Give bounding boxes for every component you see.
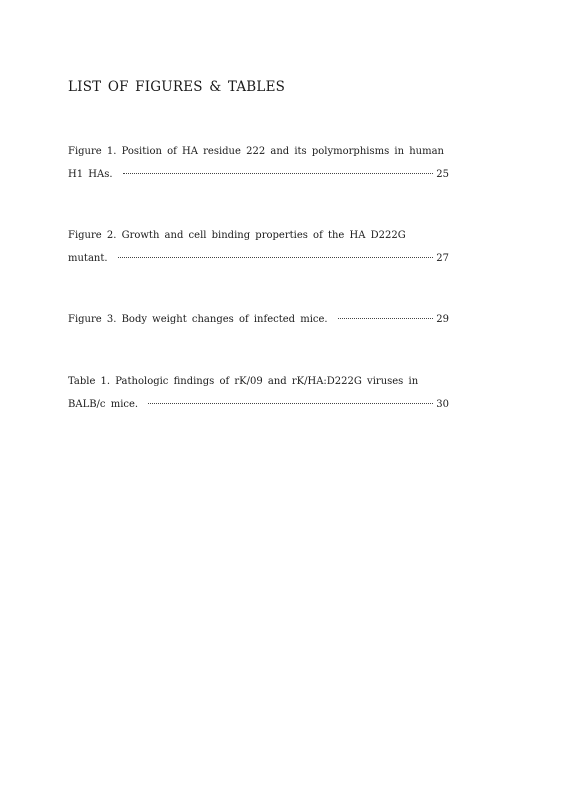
toc-entry-line: Table 1. Pathologic findings of rK/09 and rK/HA:D222G viruses in bbox=[68, 376, 419, 387]
dot-leader bbox=[338, 318, 434, 319]
page-title: LIST OF FIGURES & TABLES bbox=[68, 79, 286, 95]
toc-entry-line: Figure 2. Growth and cell binding properties of the HA D222G bbox=[68, 230, 406, 241]
toc-entry-line: Figure 1. Position of HA residue 222 and its polymorphisms in human bbox=[68, 146, 444, 157]
toc-entry-line: BALB/c mice. bbox=[68, 399, 139, 410]
dot-leader bbox=[123, 173, 434, 174]
toc-entry-line: Figure 3. Body weight changes of infected mice. bbox=[68, 314, 328, 325]
toc-entry-line: H1 HAs. bbox=[68, 169, 113, 180]
toc-entry-figure-1[interactable] bbox=[68, 144, 449, 190]
page-number: 29 bbox=[436, 314, 449, 325]
toc-entry-table-1[interactable] bbox=[68, 374, 449, 420]
dot-leader bbox=[148, 403, 433, 404]
toc-entry-figure-2[interactable] bbox=[68, 228, 449, 274]
page-number: 25 bbox=[436, 169, 449, 180]
dot-leader bbox=[118, 257, 434, 258]
toc-entry-figure-3[interactable] bbox=[68, 312, 449, 335]
page-number: 27 bbox=[436, 253, 449, 264]
toc-entry-line: mutant. bbox=[68, 253, 108, 264]
page-number: 30 bbox=[436, 399, 449, 410]
